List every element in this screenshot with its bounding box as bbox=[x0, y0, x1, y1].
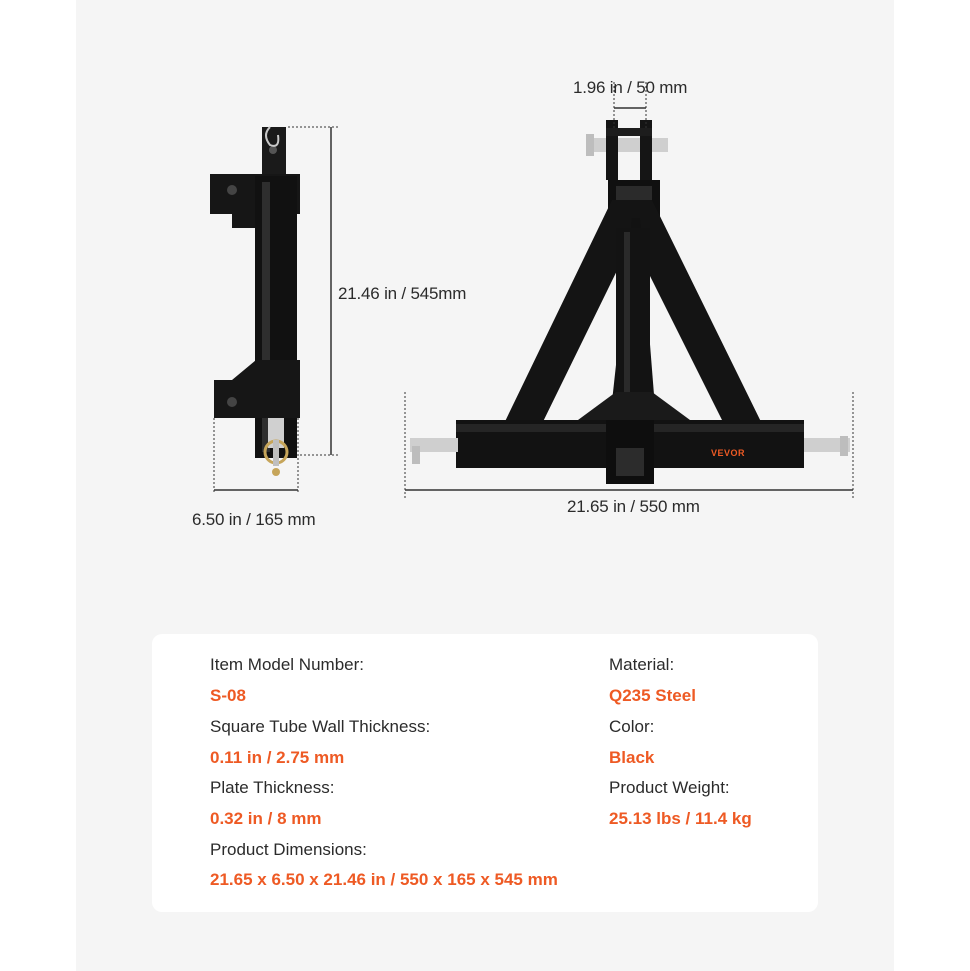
height-dimension-label: 21.46 in / 545mm bbox=[338, 284, 467, 303]
pin-width-dimension-label: 1.96 in / 50 mm bbox=[573, 78, 688, 97]
model-number-value: S-08 bbox=[210, 686, 246, 705]
product-weight-value: 25.13 lbs / 11.4 kg bbox=[609, 809, 752, 828]
product-dimensions-value: 21.65 x 6.50 x 21.46 in / 550 x 165 x 545 mm bbox=[210, 870, 558, 889]
depth-dimension-label: 6.50 in / 165 mm bbox=[192, 510, 316, 529]
wall-thickness-value: 0.11 in / 2.75 mm bbox=[210, 748, 345, 767]
color-label: Color: bbox=[609, 717, 655, 736]
material-label: Material: bbox=[609, 655, 675, 674]
model-number-label: Item Model Number: bbox=[210, 655, 364, 674]
plate-thickness-label: Plate Thickness: bbox=[210, 778, 335, 797]
product-dimensions-label: Product Dimensions: bbox=[210, 840, 367, 859]
product-weight-label: Product Weight: bbox=[609, 778, 730, 797]
plate-thickness-value: 0.32 in / 8 mm bbox=[210, 809, 322, 828]
color-value: Black bbox=[609, 748, 655, 767]
wall-thickness-label: Square Tube Wall Thickness: bbox=[210, 717, 431, 736]
brand-logo: VEVOR bbox=[711, 448, 746, 458]
material-value: Q235 Steel bbox=[609, 686, 696, 705]
width-dimension-label: 21.65 in / 550 mm bbox=[567, 497, 700, 516]
